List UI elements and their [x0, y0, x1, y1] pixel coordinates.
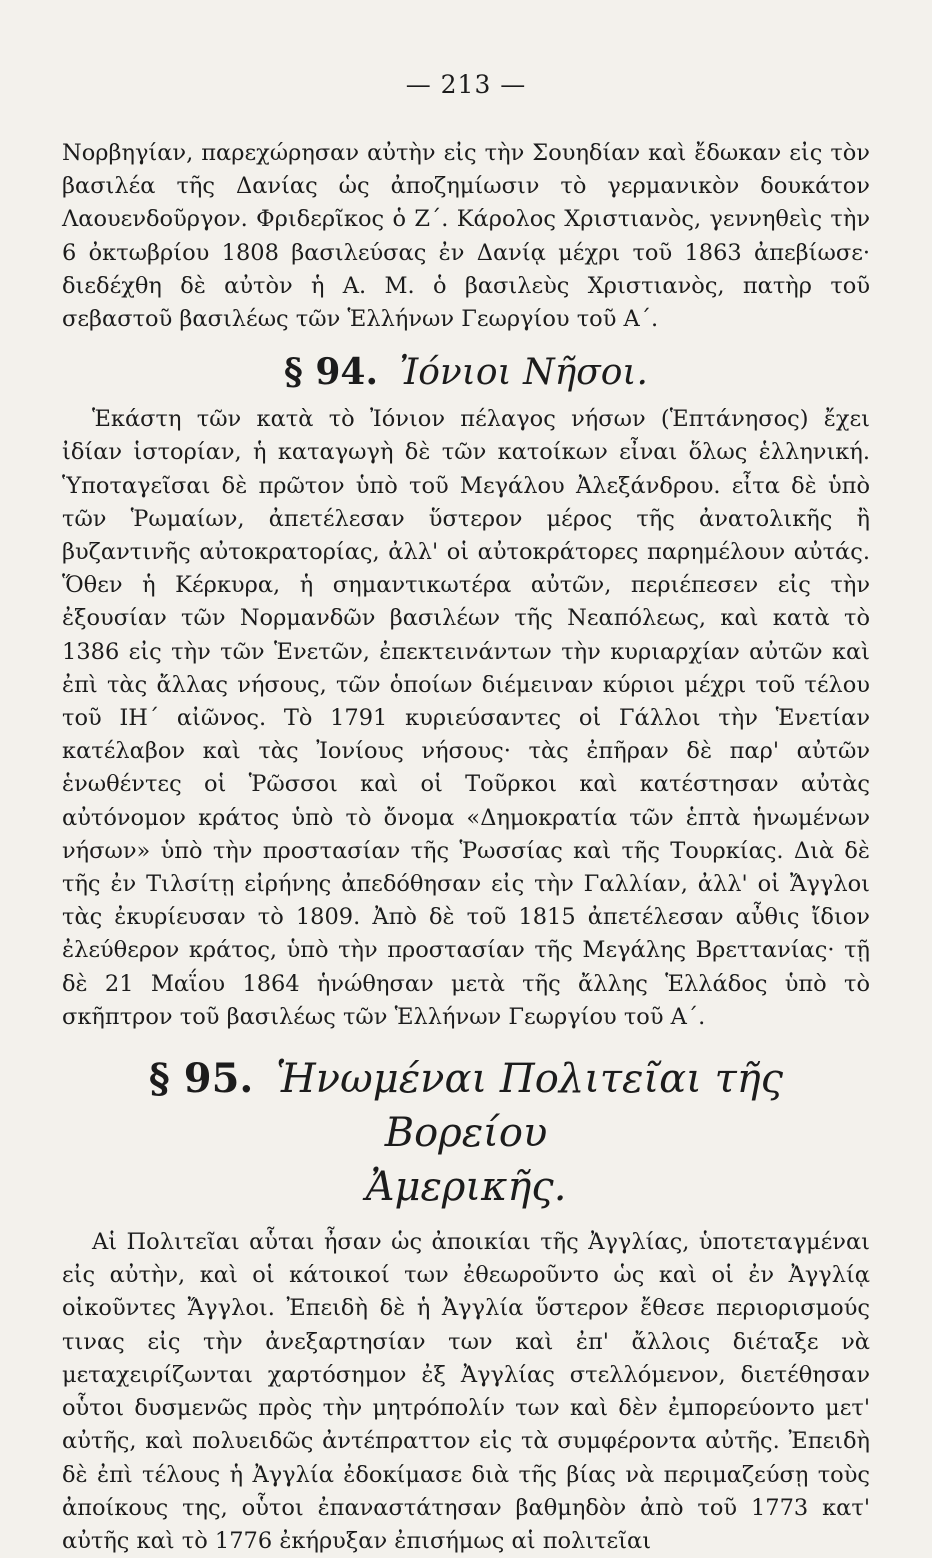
- section-heading-94: [62, 352, 870, 393]
- paragraph-continuation: Νορβηγίαν, παρεχώρησαν αὐτὴν εἰς τὴν Σουηδίαν καὶ ἔδωκαν εἰς τὸν βασιλέα τῆς Δανίας ὡς ἀποζημίωσιν τὸ γερμανικὸν δουκάτον Λαουενδοῦργον. Φριδερῖκος ὁ Ζ΄. Κάρολος Χριστιανὸς, γεννηθεὶς τὴν 6 ὀκτωβρίου 1808 βασιλεύσας ἐν Δανίᾳ μέχρι τοῦ 1863 ἀπεβίωσε· διεδέχθη δὲ αὐτὸν ἡ Α. Μ. ὁ βασιλεὺς Χριστιανὸς, πατὴρ τοῦ σεβαστοῦ βασιλέως τῶν Ἑλλήνων Γεωργίου τοῦ Α΄.: [62, 140, 870, 333]
- section-number: § 95.: [148, 1055, 254, 1103]
- section-title: Ἰόνιοι Νῆσοι.: [399, 352, 648, 394]
- section-title-line2: Ἀμερικῆς.: [365, 1164, 567, 1211]
- section-title-line1: Ἡνωμέναι Πολιτεῖαι τῆς Βορείου: [276, 1056, 784, 1157]
- paragraph-ionian-islands: Ἑκάστη τῶν κατὰ τὸ Ἰόνιον πέλαγος νήσων (Ἑπτάνησος) ἔχει ἰδίαν ἱστορίαν, ἡ καταγωγὴ δὲ τῶν κατοίκων εἶναι ὅλως ἑλληνική. Ὑποταγεῖσαι δὲ πρῶτον ὑπὸ τοῦ Μεγάλου Ἀλεξάνδρου. εἶτα δὲ ὑπὸ τῶν Ῥωμαίων, ἀπετέλεσαν ὕστερον μέρος τῆς ἀνατολικῆς ἢ βυζαντινῆς αὐτοκρατορίας, ἀλλ' οἱ αὐτοκράτορες παρημέλουν αὐτάς. Ὅθεν ἡ Κέρκυρα, ἡ σημαντικωτέρα αὐτῶν, περιέπεσεν εἰς τὴν ἐξουσίαν τῶν Νορμανδῶν βασιλέων τῆς Νεαπόλεως, καὶ κατὰ τὸ 1386 εἰς τὴν τῶν Ἑνετῶν, ἐπεκτεινάντων τὴν κυριαρχίαν αὐτῶν καὶ ἐπὶ τὰς ἄλλας νήσους, τῶν ὁποίων διέμειναν κύριοι μέχρι τοῦ τέλου τοῦ ΙΗ΄ αἰῶνος. Τὸ 1791 κυριεύσαντες οἱ Γάλλοι τὴν Ἑνετίαν κατέλαβον καὶ τὰς Ἰονίους νήσους· τὰς ἐπῆραν δὲ παρ' αὐτῶν ἑνωθέντες οἱ Ῥῶσσοι καὶ οἱ Τοῦρκοι καὶ κατέστησαν αὐτὰς αὐτόνομον κράτος ὑπὸ τὸ ὄνομα «Δημοκρατία τῶν ἑπτὰ ἡνωμένων νήσων» ὑπὸ τὴν προστασίαν τῆς Ῥωσσίας καὶ τῆς Τουρκίας. Διὰ δὲ τῆς ἐν Τιλσίτῃ εἰρήνης ἀπεδόθησαν εἰς τὴν Γαλλίαν, ἀλλ' οἱ Ἄγγλοι τὰς ἐκυρίευσαν τὸ 1809. Ἀπὸ δὲ τοῦ 1815 ἀπετέλεσαν αὖθις ἴδιον ἐλεύθερον κράτος, ὑπὸ τὴν προστασίαν τῆς Μεγάλης Βρεττανίας· τῇ δὲ 21 Μαΐου 1864 ἡνώθησαν μετὰ τῆς ἄλλης Ἑλλάδος ὑπὸ τὸ σκῆπτρον τοῦ βασιλέως τῶν Ἑλλήνων Γεωργίου τοῦ Α΄.: [62, 406, 870, 1030]
- page-number: — 213 —: [405, 70, 527, 99]
- section-number: § 94.: [284, 351, 378, 394]
- paragraph-united-states: Αἱ Πολιτεῖαι αὗται ἦσαν ὡς ἀποικίαι τῆς Ἀγγλίας, ὑποτεταγμέναι εἰς αὐτὴν, καὶ οἱ κάτοικοί των ἐθεωροῦντο ὡς καὶ οἱ ἐν Ἀγγλίᾳ οἰκοῦντες Ἄγγλοι. Ἐπειδὴ δὲ ἡ Ἀγγλία ὕστερον ἔθεσε περιορισμούς τινας εἰς τὴν ἀνεξαρτησίαν των καὶ ἐπ' ἄλλοις διέταξε νὰ μεταχειρίζωνται χαρτόσημον ἐξ Ἀγγλίας στελλόμενον, διετέθησαν οὗτοι δυσμενῶς πρὸς τὴν μητρόπολίν των καὶ δὲν ἐμπορεύοντο μετ' αὐτῆς, καὶ πολυειδῶς ἀντέπραττον εἰς τὰ συμφέροντα αὐτῆς. Ἐπειδὴ δὲ ἐπὶ τέλους ἡ Ἀγγλία ἐδοκίμασε διὰ τῆς βίας νὰ περιμαζεύσῃ τοὺς ἀποίκους της, οὗτοι ἐπαναστάτησαν βαθμηδὸν ἀπὸ τοῦ 1773 κατ' αὐτῆς καὶ τὸ 1776 ἐκήρυξαν ἐπισήμως αἱ πολιτεῖαι: [62, 1229, 870, 1554]
- section-heading-95: [62, 1052, 870, 1214]
